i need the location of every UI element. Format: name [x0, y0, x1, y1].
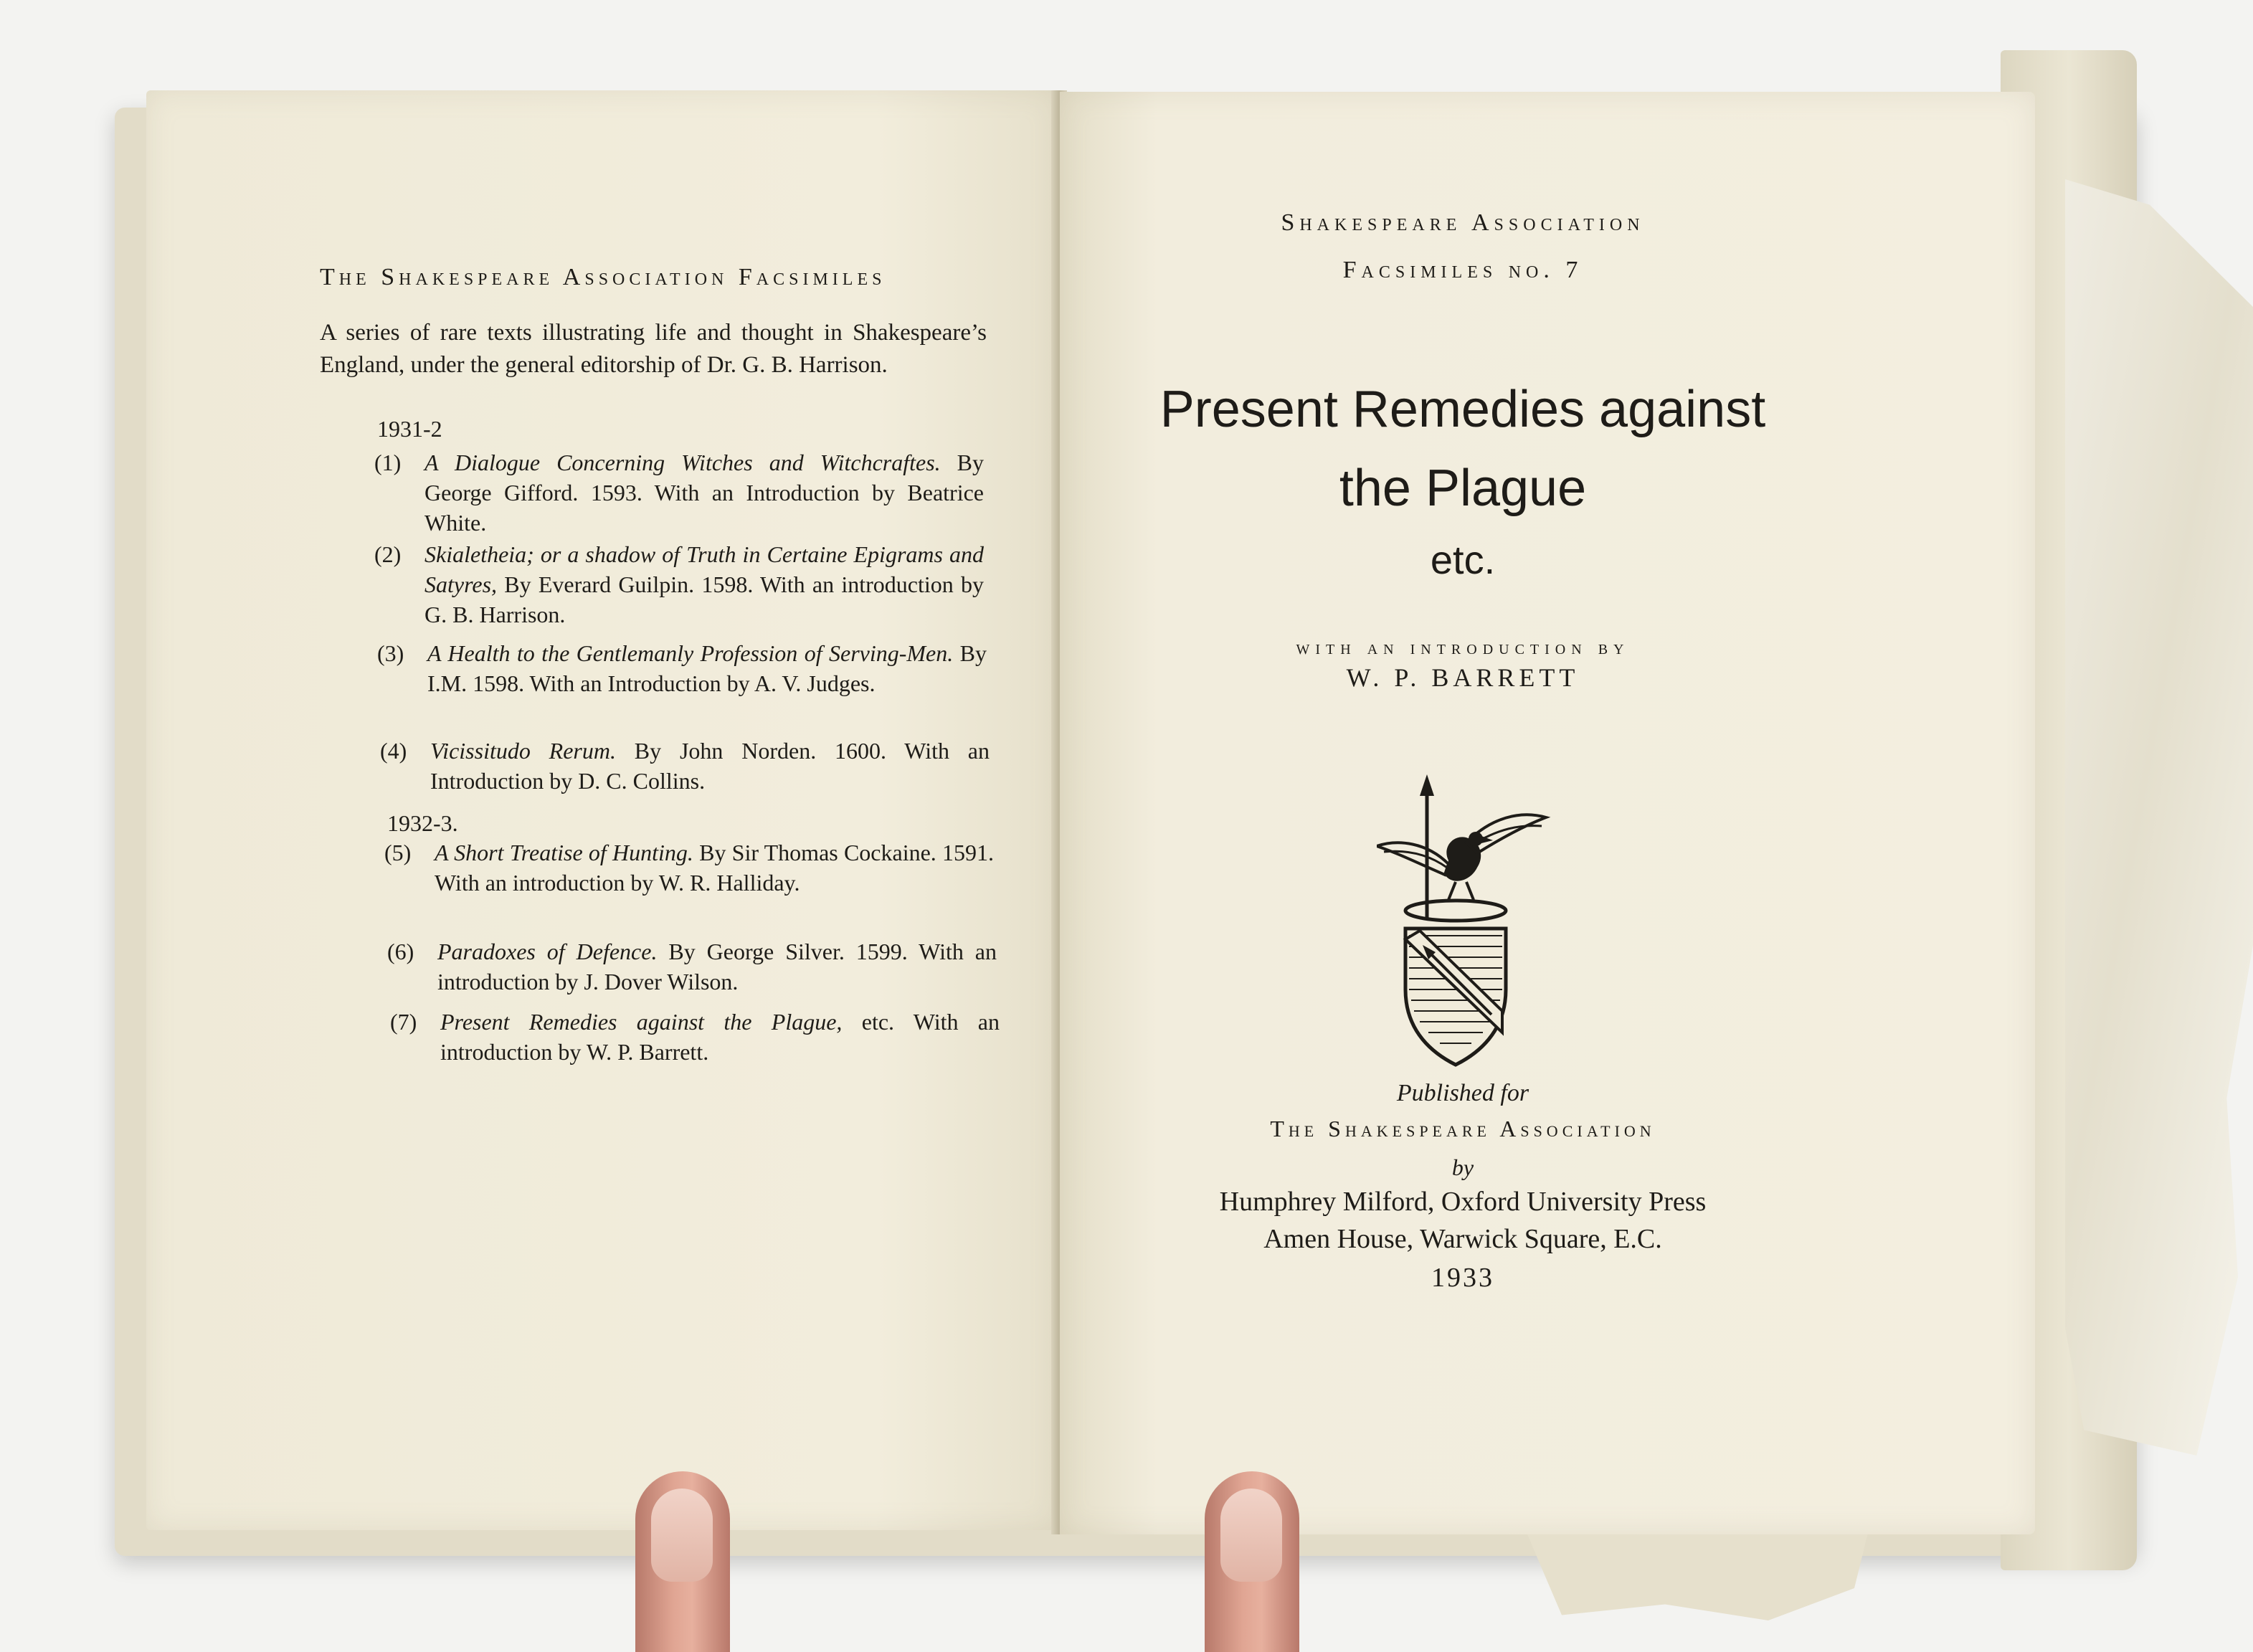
entry-title: A Health to the Gentlemanly Profession of Serving-Men. [427, 640, 954, 666]
book-title-etc: etc. [1430, 537, 1496, 582]
publication-year: 1933 [1431, 1263, 1494, 1293]
entry-title: Skialetheia; or a shadow of Truth in Certaine Epigrams and Satyres, [424, 541, 984, 597]
year-heading-1932: 1932-3. [387, 810, 458, 836]
fingernail [1220, 1489, 1282, 1582]
entry-detail: By I.M. 1598. With an Introduction by A. V. Judges. [427, 640, 987, 696]
entry-number: (3) [377, 640, 404, 666]
series-heading: The Shakespeare Association Facsimiles [320, 264, 886, 290]
entry-text [437, 936, 997, 997]
series-number: Facsimiles no. 7 [1342, 257, 1583, 283]
right-finger [1205, 1471, 1299, 1652]
entry-detail: By John Norden. 1600. With an Introduction by D. C. Collins. [430, 738, 990, 794]
left-finger [635, 1471, 730, 1652]
entry-title: A Short Treatise of Hunting. [435, 840, 693, 865]
entry-detail: By George Gifford. 1593. With an Introduction by Beatrice White. [424, 450, 984, 536]
entry-text [430, 736, 990, 796]
entry-number: (7) [390, 1009, 417, 1035]
entry-title: Paradoxes of Defence. [437, 939, 658, 964]
entry-number: (6) [387, 939, 414, 964]
entry-text [424, 447, 984, 538]
book-title-line-2: the Plague [1339, 460, 1587, 517]
series-intro: A series of rare texts illustrating life and thought in Shakespeare’s England, under the general editorship of Dr. G. B. Harrison. [320, 320, 987, 378]
entry-text [424, 539, 984, 630]
association-name: The Shakespeare Association [1270, 1116, 1656, 1141]
entry-number: (4) [380, 738, 407, 764]
introduction-by-label: with an introduction by [1296, 637, 1630, 659]
entry-text [427, 638, 987, 698]
left-page [146, 90, 1058, 1530]
entry-number: (1) [374, 450, 402, 475]
entry-detail: By Everard Guilpin. 1598. With an introduction by G. B. Harrison. [424, 571, 984, 627]
published-for-label: Published for [1396, 1080, 1529, 1106]
entry-title: Present Remedies against the Plague, [440, 1009, 843, 1035]
introduction-author: W. P. BARRETT [1346, 663, 1580, 692]
entry-detail: etc. With an introduction by W. P. Barrett. [440, 1009, 1000, 1065]
entry-detail: By Sir Thomas Cockaine. 1591. With an introduction by W. R. Halliday. [435, 840, 995, 896]
entry-title: A Dialogue Concerning Witches and Witchcraftes. [424, 450, 941, 475]
entry-number: (5) [384, 840, 412, 865]
year-heading-1931: 1931-2 [377, 416, 442, 442]
by-label: by [1451, 1154, 1474, 1180]
eagle-and-shield-crest-icon [1377, 774, 1556, 1068]
dust-jacket-flap [2065, 179, 2253, 1456]
publisher-address: Amen House, Warwick Square, E.C. [1263, 1224, 1662, 1254]
series-name: Shakespeare Association [1281, 209, 1645, 236]
entry-number: (2) [374, 541, 402, 567]
book-title-line-1: Present Remedies against [1159, 381, 1766, 438]
entry-title: Vicissitudo Rerum. [430, 738, 616, 764]
entry-detail: By George Silver. 1599. With an introduction by J. Dover Wilson. [437, 939, 997, 994]
entry-text [435, 837, 994, 898]
publisher-name: Humphrey Milford, Oxford University Press [1219, 1187, 1707, 1217]
entry-text [440, 1007, 1000, 1067]
fingernail [651, 1489, 713, 1582]
